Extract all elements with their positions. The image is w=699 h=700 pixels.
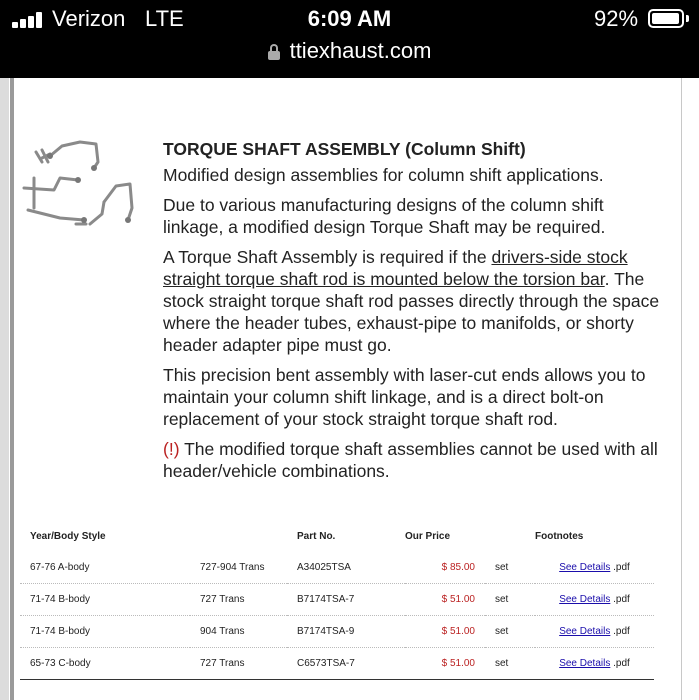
cell-unit: set bbox=[485, 648, 535, 680]
page-gutter bbox=[0, 78, 9, 700]
status-bar bbox=[0, 0, 699, 78]
description-paragraph bbox=[163, 246, 668, 356]
warning-icon: (!) bbox=[163, 439, 180, 459]
table-row bbox=[20, 648, 654, 680]
parts-table bbox=[20, 520, 654, 680]
cell-part-no: A34025TSA bbox=[287, 552, 405, 584]
header-price: Our Price bbox=[405, 530, 451, 542]
cell-year-body: 71-74 B-body bbox=[20, 584, 190, 616]
cell-footnote bbox=[535, 648, 654, 680]
battery-icon bbox=[648, 9, 684, 28]
cell-part-no: C6573TSA-7 bbox=[287, 648, 405, 680]
torsion-bar-note: drivers-side stock straight torque shaft rod is mounted below the torsion bar bbox=[163, 247, 628, 289]
pdf-label: .pdf bbox=[613, 562, 630, 573]
pdf-label: .pdf bbox=[613, 658, 630, 669]
product-description bbox=[163, 138, 668, 490]
cell-trans: 727 Trans bbox=[190, 648, 287, 680]
see-details-link[interactable]: See Details bbox=[559, 562, 611, 573]
cell-price: $ 51.00 bbox=[405, 616, 485, 648]
cell-price: $ 51.00 bbox=[405, 584, 485, 616]
table-row bbox=[20, 616, 654, 648]
cell-trans: 727 Trans bbox=[190, 584, 287, 616]
battery-nub bbox=[686, 15, 689, 22]
cell-footnote bbox=[535, 552, 654, 584]
pdf-label: .pdf bbox=[613, 626, 630, 637]
description-paragraph: Due to various manufacturing designs of the column shift linkage, a modified design Torque Shaft may be required. bbox=[163, 195, 606, 237]
table-header-row bbox=[20, 520, 654, 552]
lock-icon bbox=[268, 44, 280, 60]
warning-text: The modified torque shaft assemblies cannot be used with all header/vehicle combinations. bbox=[163, 439, 658, 481]
header-part-no: Part No. bbox=[297, 530, 336, 542]
url-domain: ttiexhaust.com bbox=[289, 38, 432, 63]
see-details-link[interactable]: See Details bbox=[559, 658, 611, 669]
cell-unit: set bbox=[485, 616, 535, 648]
right-border bbox=[681, 78, 682, 700]
cell-trans: 904 Trans bbox=[190, 616, 287, 648]
cell-footnote bbox=[535, 584, 654, 616]
left-border bbox=[10, 78, 14, 700]
table-row bbox=[20, 552, 654, 584]
cell-part-no: B7174TSA-9 bbox=[287, 616, 405, 648]
cell-footnote bbox=[535, 616, 654, 648]
address-bar[interactable] bbox=[0, 38, 699, 64]
cell-year-body: 67-76 A-body bbox=[20, 552, 190, 584]
cell-unit: set bbox=[485, 552, 535, 584]
warning-note bbox=[163, 438, 668, 482]
see-details-link[interactable]: See Details bbox=[559, 626, 611, 637]
cell-year-body: 65-73 C-body bbox=[20, 648, 190, 680]
header-footnotes: Footnotes bbox=[535, 530, 584, 542]
carrier-name: Verizon bbox=[52, 6, 126, 31]
description-paragraph: Modified design assemblies for column shift applications. bbox=[163, 165, 604, 185]
product-title: TORQUE SHAFT ASSEMBLY (Column Shift) bbox=[163, 139, 526, 159]
table-row bbox=[20, 584, 654, 616]
cell-trans: 727-904 Trans bbox=[190, 552, 287, 584]
torque-shaft-image bbox=[20, 128, 150, 238]
pdf-label: .pdf bbox=[613, 594, 630, 605]
description-paragraph: This precision bent assembly with laser-cut ends allows you to maintain your column shift linkage, and is a direct bolt-on replacement of your stock straight torque shaft rod. bbox=[163, 365, 646, 429]
para3-post: . The stock straight torque shaft rod passes directly through the space where the header tubes, exhaust-pipe to manifolds, or shorty header adapter pipe must go. bbox=[163, 269, 660, 355]
cell-unit: set bbox=[485, 584, 535, 616]
clock: 6:09 AM bbox=[307, 6, 392, 31]
header-year-body: Year/Body Style bbox=[30, 530, 106, 542]
network-type: LTE bbox=[145, 6, 184, 31]
cell-price: $ 85.00 bbox=[405, 552, 485, 584]
cell-part-no: B7174TSA-7 bbox=[287, 584, 405, 616]
battery-percent: 92% bbox=[594, 6, 639, 31]
cell-year-body: 71-74 B-body bbox=[20, 616, 190, 648]
para3-pre: A Torque Shaft Assembly is required if the bbox=[163, 247, 492, 267]
cell-price: $ 51.00 bbox=[405, 648, 485, 680]
see-details-link[interactable]: See Details bbox=[559, 594, 611, 605]
